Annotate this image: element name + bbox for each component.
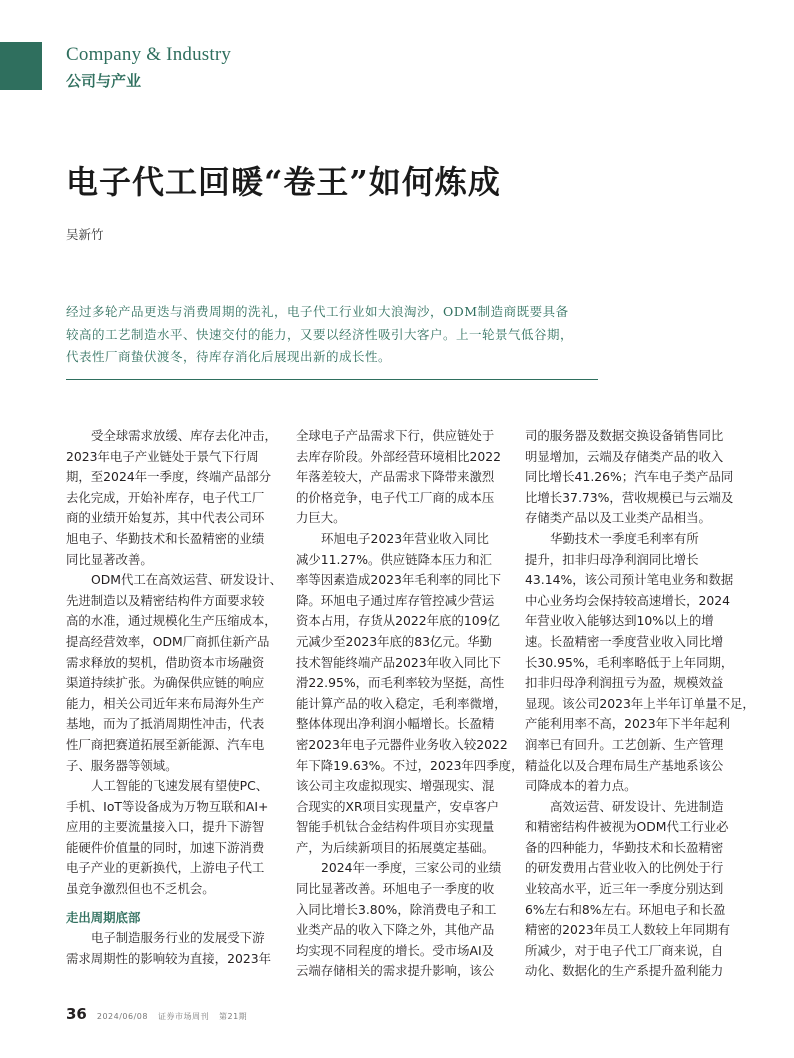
body-line: 的价格竞争，电子代工厂商的成本压 (296, 489, 495, 505)
body-line: 高效运营、研发设计、先进制造 (550, 798, 724, 814)
body-line: 去库存阶段。外部经营环境相比2022 (296, 448, 502, 464)
body-line: 年下降19.63%。不过，2023年四季度， (296, 757, 524, 773)
body-line: 速。长盈精密一季度营业收入同比增 (525, 633, 724, 649)
body-line: 减少11.27%。供应链降本压力和汇 (296, 551, 492, 567)
body-line: 6%左右和8%左右。环旭电子和长盈 (525, 901, 726, 917)
body-line: 司的服务器及数据交换设备销售同比 (525, 428, 724, 443)
footer-date: 2024/06/08 (96, 1012, 148, 1021)
body-line: 性厂商把赛道拓展至新能源、汽车电 (66, 736, 265, 752)
body-line: 年营业收入能够达到10%以上的增 (525, 613, 714, 629)
body-line: 显现。该公司2023年上半年订单量不足， (525, 695, 755, 711)
body-line: 备的四种能力，华勤技术和长盈精密 (525, 839, 724, 855)
page-footer (66, 1005, 247, 1023)
body-line: 司降成本的着力点。 (525, 778, 637, 794)
body-line: 该公司主攻虚拟现实、增强现实、混 (296, 778, 495, 794)
body-line: 能硬件价值量的同时，加速下游消费 (66, 839, 265, 855)
body-line: 动化、数据化的生产系提升盈利能力 (525, 963, 724, 979)
body-line: 入同比增长3.80%，除消费电子和工 (296, 901, 497, 917)
body-line: 滑22.95%，而毛利率较为坚挺，高性 (296, 675, 505, 691)
body-line: 润率已有回升。工艺创新、生产管理 (525, 736, 724, 752)
body-line: 同比增长41.26%；汽车电子类产品同 (525, 469, 734, 485)
body-line: 精密的2023年员工人数较上年同期有 (525, 922, 731, 938)
page-number: 36 (66, 1005, 87, 1023)
body-line: 先进制造以及精密结构件方面要求较 (66, 592, 265, 608)
body-line: 率等因素造成2023年毛利率的同比下 (296, 572, 502, 588)
article-author: 吴新竹 (66, 227, 104, 242)
body-line: 2023年电子产业链处于景气下行周 (66, 448, 259, 464)
abstract-divider (66, 379, 598, 380)
body-line: 云端存储相关的需求提升影响，该公 (296, 963, 495, 979)
body-column-3 (525, 426, 755, 982)
body-line: 智能手机钛合金结构件项目亦实现量 (296, 819, 495, 835)
body-line: 降。环旭电子通过库存管控减少营运 (296, 592, 495, 608)
body-line: 虽竞争激烈但也不乏机会。 (66, 881, 215, 897)
body-line: 环旭电子2023年营业收入同比 (321, 530, 489, 546)
section-title-cn: 公司与产业 (66, 72, 142, 90)
body-line: 去化完成，开始补库存，电子代工厂 (66, 489, 265, 505)
section-subheading: 走出周期底部 (66, 909, 141, 925)
article-title: 电子代工回暖“卷王”如何炼成 (66, 163, 501, 201)
body-line: 同比显著改善。环旭电子一季度的收 (296, 881, 495, 897)
body-line: 比增长37.73%，营收规模已与云端及 (525, 489, 734, 505)
body-line: 产能利用率不高，2023年下半年起利 (525, 716, 731, 732)
body-line: 产，为后续新项目的拓展奠定基础。 (296, 839, 495, 855)
body-line: 2024年一季度，三家公司的业绩 (321, 860, 502, 876)
body-line: 能力，相关公司近年来布局海外生产 (66, 695, 265, 711)
body-line: 业类产品的收入下降之外，其他产品 (296, 922, 495, 938)
body-line: 电子制造服务行业的发展受下游 (91, 930, 265, 946)
body-line: 技术智能终端产品2023年收入同比下 (296, 654, 502, 670)
body-line: ODM代工在高效运营、研发设计、 (91, 572, 283, 588)
body-line: 明显增加，云端及存储类产品的收入 (525, 448, 724, 464)
abstract-line: 经过多轮产品更迭与消费周期的洗礼，电子代工行业如大浪淘沙，ODM制造商既要具备 (66, 304, 569, 319)
body-line: 需求周期性的影响较为直接，2023年 (66, 950, 272, 966)
body-column-2 (296, 426, 524, 982)
body-line: 期，至2024年一季度，终端产品部分 (66, 469, 272, 485)
body-line: 中心业务均会保持较高速增长，2024 (525, 592, 731, 608)
body-line: 电子产业的更新换代，上游电子代工 (66, 860, 265, 876)
body-line: 人工智能的飞速发展有望使PC、 (91, 778, 269, 794)
abstract-line: 较高的工艺制造水平、快速交付的能力，又要以经济性吸引大客户。上一轮景气低谷期， (66, 326, 574, 342)
body-line: 整体体现出净利润小幅增长。长盈精 (296, 716, 495, 732)
body-line: 所减少，对于电子代工厂商来说，自 (525, 942, 724, 958)
body-line: 商的业绩开始复苏，其中代表公司环 (66, 510, 265, 526)
body-line: 和精密结构件被视为ODM代工行业必 (525, 819, 729, 835)
body-line: 长30.95%，毛利率略低于上年同期， (525, 654, 734, 670)
body-column-1 (66, 426, 283, 969)
body-line: 高的水准，通过规模化生产压缩成本， (66, 613, 277, 629)
body-line: 旭电子、华勤技术和长盈精密的业绩 (66, 530, 265, 546)
body-line: 华勤技术一季度毛利率有所 (550, 530, 699, 546)
footer-issue: 第21期 (218, 1012, 248, 1021)
body-line: 受全球需求放缓、库存去化冲击， (91, 428, 277, 443)
body-line: 元减少至2023年底的83亿元。华勤 (296, 633, 492, 649)
body-line: 存储类产品以及工业类产品相当。 (525, 510, 711, 526)
body-line: 43.14%，该公司预计笔电业务和数据 (525, 572, 734, 588)
section-color-block (0, 42, 42, 90)
body-line: 提升，扣非归母净利润同比增长 (525, 551, 699, 567)
body-line: 手机、IoT等设备成为万物互联和AI+ (66, 798, 269, 814)
article-abstract (66, 301, 600, 369)
body-line: 能计算产品的收入稳定，毛利率微增， (296, 695, 507, 711)
body-line: 应用的主要流量接入口，提升下游智 (66, 819, 265, 835)
body-line: 资本占用，存货从2022年底的109亿 (296, 613, 500, 629)
body-line: 子、服务器等领域。 (66, 757, 178, 773)
body-line: 力巨大。 (296, 510, 346, 526)
body-line: 基地，而为了抵消周期性冲击，代表 (66, 716, 265, 732)
body-line: 全球电子产品需求下行，供应链处于 (296, 428, 495, 443)
body-line: 均实现不同程度的增长。受市场AI及 (296, 942, 494, 958)
body-line: 业较高水平，近三年一季度分别达到 (525, 881, 724, 897)
section-title-en: Company & Industry (66, 44, 232, 65)
body-line: 年落差较大，产品需求下降带来激烈 (296, 469, 495, 485)
footer-publication: 证券市场周刊 (157, 1012, 209, 1021)
section-gap (66, 900, 270, 908)
body-line: 渠道持续扩张。为确保供应链的响应 (66, 675, 265, 691)
body-line: 合现实的XR项目实现量产，安卓客户 (296, 798, 499, 814)
body-line: 精益化以及合理布局生产基地系该公 (525, 757, 724, 773)
body-line: 扣非归母净利润扭亏为盈，规模效益 (525, 675, 724, 691)
body-line: 同比显著改善。 (66, 551, 153, 567)
body-line: 的研发费用占营业收入的比例处于行 (525, 860, 724, 876)
abstract-line: 代表性厂商蛰伏渡冬，待库存消化后展现出新的成长性。 (66, 349, 392, 364)
body-line: 密2023年电子元器件业务收入较2022 (296, 736, 508, 752)
body-line: 提高经营效率，ODM厂商抓住新产品 (66, 633, 270, 649)
body-line: 需求释放的契机，借助资本市场融资 (66, 654, 265, 670)
